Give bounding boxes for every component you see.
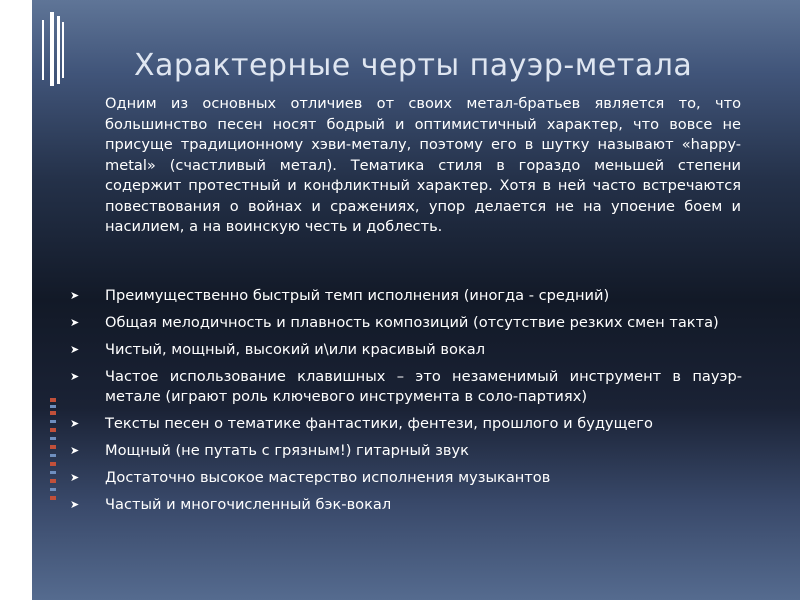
decor-tick [50, 454, 56, 457]
presentation-slide [32, 0, 800, 600]
decor-tick [50, 437, 56, 440]
decor-tick [50, 411, 56, 415]
list-item-text: Общая мелодичность и плавность композиций (отсутствие резких смен такта) [105, 314, 719, 331]
decor-bar [50, 12, 54, 86]
list-item [70, 468, 742, 488]
decor-bar [42, 20, 44, 80]
list-item-text: Преимущественно быстрый темп исполнения (иногда - средний) [105, 287, 610, 304]
features-list [70, 286, 742, 522]
arrowhead-bullet-icon: ➤ [70, 498, 80, 511]
list-item-text: Частое использование клавишных – это незаменимый инструмент в пауэр-метале (играют роль ключевого инструмента в соло-партиях) [105, 368, 742, 405]
list-item [70, 367, 742, 407]
decor-bar [57, 16, 60, 84]
decor-tick [50, 471, 56, 474]
list-item [70, 414, 742, 434]
decor-tick [50, 479, 56, 483]
decor-tick [50, 488, 56, 491]
list-item-text: Чистый, мощный, высокий и\или красивый вокал [105, 341, 486, 358]
decor-bar [62, 22, 64, 78]
list-item [70, 286, 742, 306]
arrowhead-bullet-icon: ➤ [70, 444, 80, 457]
list-item-text: Достаточно высокое мастерство исполнения музыкантов [105, 469, 551, 486]
decor-tick [50, 398, 56, 402]
list-item [70, 340, 742, 360]
arrowhead-bullet-icon: ➤ [70, 289, 80, 302]
list-item-text: Частый и многочисленный бэк-вокал [105, 496, 392, 513]
arrowhead-bullet-icon: ➤ [70, 370, 80, 383]
decor-tick [50, 428, 56, 432]
intro-paragraph: Одним из основных отличиев от своих метал-братьев является то, что большинство песен носят бодрый и оптимистичный характер, что вовсе не присуще традиционному хэви-металу, поэтому его в шутку называют «happy-metal» (счастливый метал). Тематика стиля в гораздо меньшей степени содержит протестный и конфликтный характер. Хотя в ней часто встречаются повествования о войнах и сражениях, упор делается не на упоение боем и насилием, а на воинскую честь и доблесть. [105, 95, 741, 235]
decor-tick [50, 462, 56, 466]
arrowhead-bullet-icon: ➤ [70, 471, 80, 484]
decor-tick [50, 405, 56, 408]
decor-tick [50, 496, 56, 500]
decor-tick [50, 420, 56, 423]
arrowhead-bullet-icon: ➤ [70, 343, 80, 356]
list-item-text: Тексты песен о тематике фантастики, фентези, прошлого и будущего [105, 415, 653, 432]
decor-tick [50, 445, 56, 449]
list-item [70, 313, 742, 333]
list-item [70, 441, 742, 461]
arrowhead-bullet-icon: ➤ [70, 417, 80, 430]
list-item [70, 495, 742, 515]
left-decoration [32, 0, 72, 600]
list-item-text: Мощный (не путать с грязным!) гитарный звук [105, 442, 469, 459]
arrowhead-bullet-icon: ➤ [70, 316, 80, 329]
slide-title: Характерные черты пауэр-метала [134, 48, 693, 83]
